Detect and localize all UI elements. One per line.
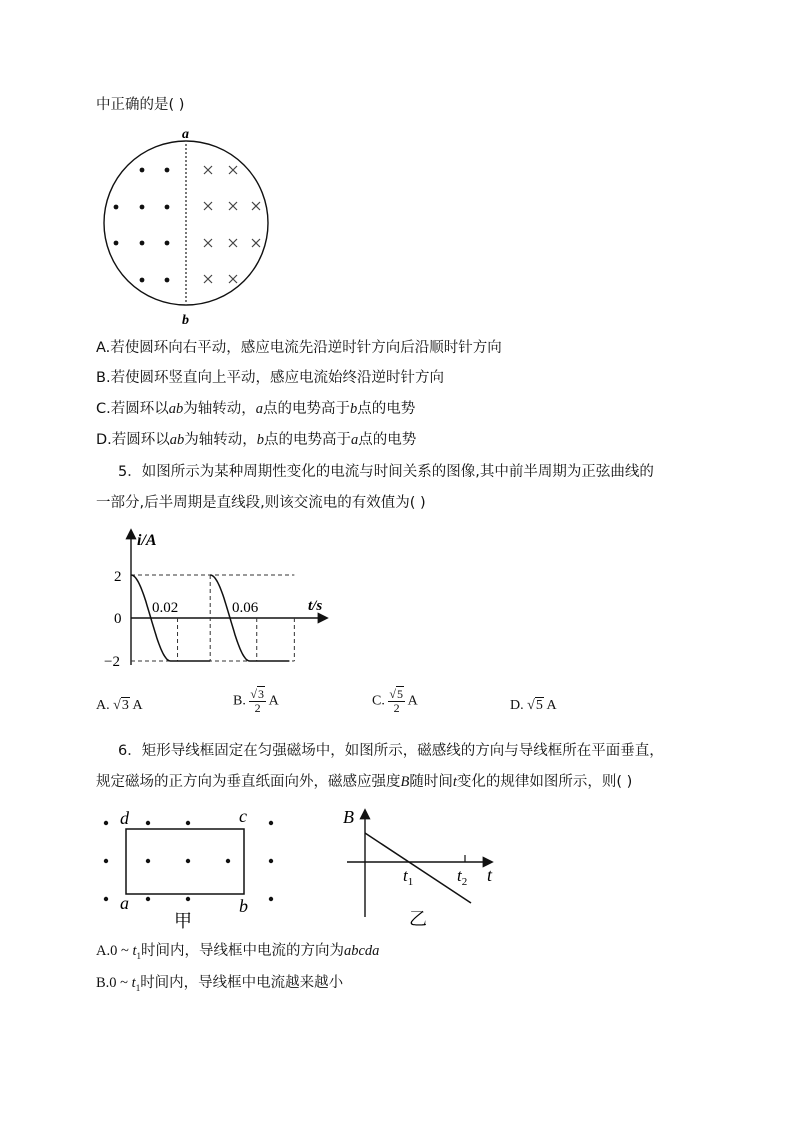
field-dot	[140, 168, 145, 173]
field-cross	[204, 239, 212, 247]
corner-c: c	[239, 806, 247, 826]
x-axis-label: t/s	[308, 598, 323, 614]
field-cross	[252, 202, 260, 210]
q6-stem-line2: 规定磁场的正方向为垂直纸面向外，磁感应强度B随时间t变化的规律如图所示，则( )	[96, 774, 633, 790]
field-cross	[229, 275, 237, 283]
y-tick-label: 0	[114, 611, 122, 627]
field-cross	[252, 239, 260, 247]
field-dot	[114, 205, 119, 210]
y-axis-label: i/A	[137, 532, 157, 549]
y-tick-label: −2	[104, 654, 120, 670]
field-cross	[204, 202, 212, 210]
corner-a: a	[120, 893, 129, 913]
y-tick-label: 2	[114, 569, 122, 585]
b-line	[365, 833, 471, 903]
field-dot	[140, 205, 145, 210]
q5-option-b[interactable]: B. $\frac{√3}{2}$ A	[233, 687, 279, 715]
x-tick-label: 0.02	[152, 600, 179, 616]
q4-option-c[interactable]: C.若圆环以ab为轴转动，a点的电势高于b点的电势	[96, 401, 416, 417]
corner-b: b	[239, 896, 248, 916]
field-dot	[140, 241, 145, 246]
corner-d: d	[120, 808, 129, 828]
q5-current-chart	[100, 525, 340, 675]
q4-option-d[interactable]: D.若圆环以ab为轴转动，b点的电势高于a点的电势	[96, 432, 417, 448]
field-dot	[114, 241, 119, 246]
axis-t-label: t	[487, 865, 493, 885]
field-dot	[140, 278, 145, 283]
q4-option-b[interactable]: B.若使圆环竖直向上平动，感应电流始终沿逆时针方向	[96, 370, 445, 386]
field-cross	[204, 275, 212, 283]
caption-yi: 乙	[409, 909, 427, 930]
q5-option-d[interactable]: D. √5 A	[510, 698, 557, 713]
x-tick-label: 0.06	[232, 600, 259, 616]
field-dots	[104, 821, 273, 901]
field-in-crosses	[204, 166, 260, 283]
field-out-dots	[114, 168, 170, 283]
q6-option-a[interactable]: A.0 ~ $t_1$时间内，导线框中电流的方向为abcda	[96, 943, 380, 961]
q6-figure-yi	[335, 805, 505, 930]
q4-option-a[interactable]: A.若使圆环向右平动，感应电流先沿逆时针方向后沿顺时针方向	[96, 340, 502, 356]
tick-t1-label: $t_1$	[403, 866, 414, 888]
q6-stem-line1: 6．矩形导线框固定在匀强磁场中，如图所示，磁感线的方向与导线框所在平面垂直，	[118, 743, 664, 759]
field-dot	[165, 205, 170, 210]
caption-jia: 甲	[174, 911, 192, 932]
field-cross	[229, 239, 237, 247]
label-b: b	[182, 313, 189, 328]
field-dot	[165, 241, 170, 246]
field-cross	[229, 202, 237, 210]
axis-b-label: B	[343, 807, 354, 827]
q5-stem-line1: 5．如图所示为某种周期性变化的电流与时间关系的图像,其中前半周期为正弦曲线的	[118, 464, 654, 480]
field-cross	[204, 166, 212, 174]
field-dot	[165, 278, 170, 283]
q5-option-a[interactable]: A. √3 A	[96, 698, 143, 713]
field-cross	[229, 166, 237, 174]
tick-t2-label: $t_2$	[457, 866, 468, 888]
label-a: a	[182, 127, 189, 142]
field-dot	[165, 168, 170, 173]
q4-stem-tail: 中正确的是( )	[96, 97, 185, 113]
q4-ring-figure	[100, 128, 280, 328]
q6-figure-jia	[96, 805, 286, 930]
q5-option-c[interactable]: C. $\frac{√5}{2}$ A	[372, 687, 418, 715]
q5-stem-line2: 一部分,后半周期是直线段,则该交流电的有效值为( )	[96, 495, 426, 511]
q6-option-b[interactable]: B.0 ~ $t_1$时间内，导线框中电流越来越小	[96, 975, 344, 993]
